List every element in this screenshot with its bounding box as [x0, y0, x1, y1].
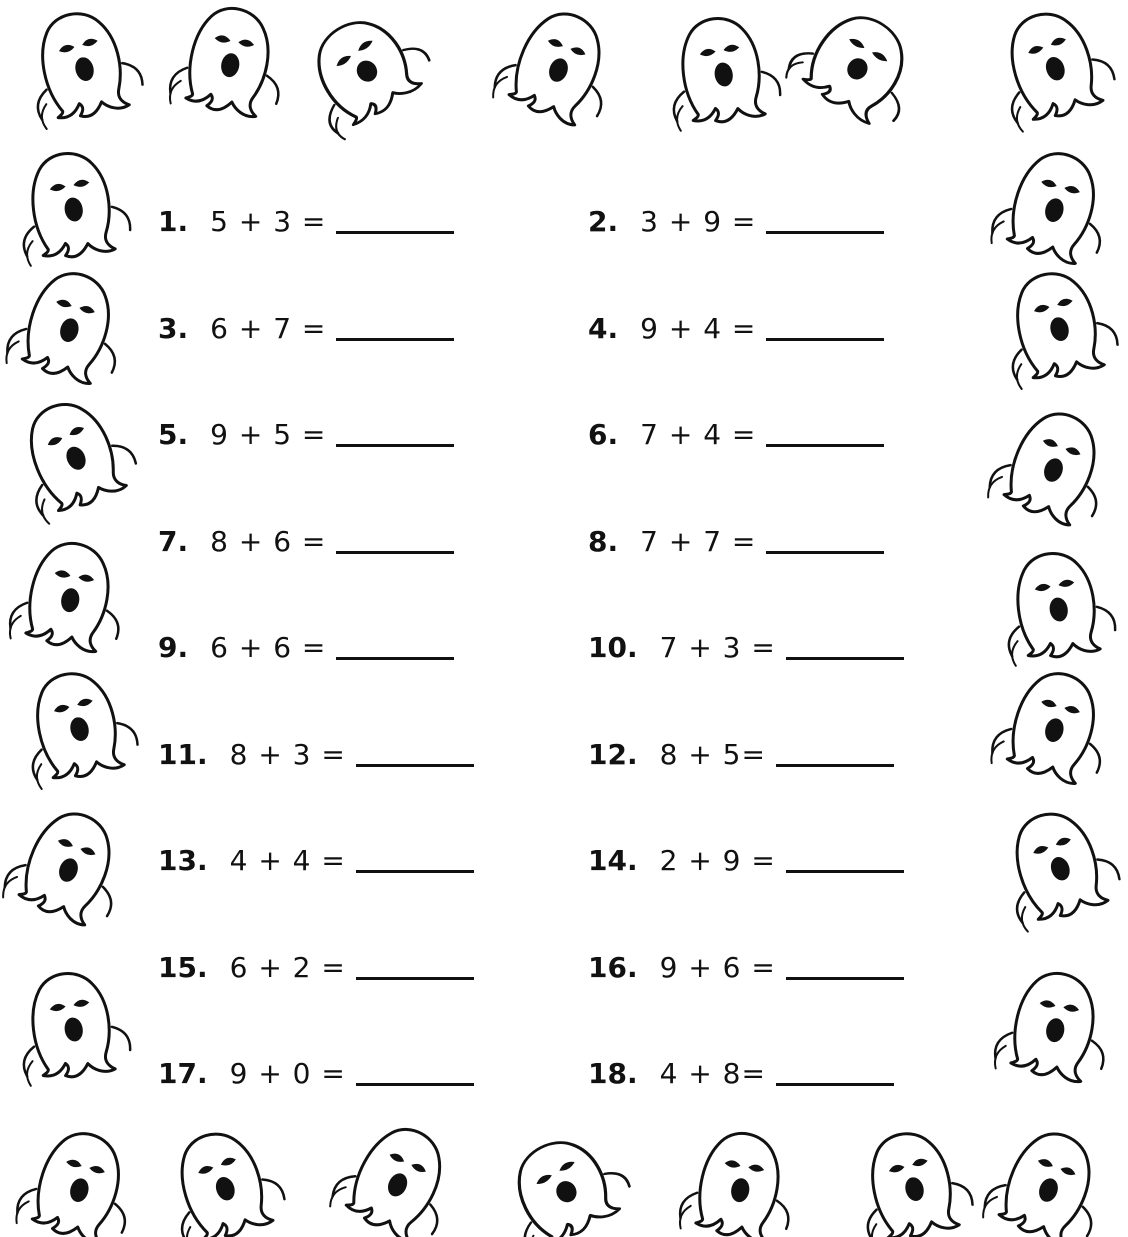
problem-expression: 2 + 9 =	[659, 844, 776, 877]
problem-expression: 4 + 8=	[659, 1057, 766, 1090]
problem-expression: 4 + 4 =	[229, 844, 346, 877]
ghost-border-right	[985, 141, 1126, 1087]
answer-blank[interactable]	[766, 551, 884, 554]
problem-item	[588, 1048, 894, 1088]
answer-blank[interactable]	[356, 1083, 474, 1086]
problem-number: 13.	[158, 844, 208, 877]
problem-number: 17.	[158, 1057, 208, 1090]
answer-blank[interactable]	[776, 764, 894, 767]
problem-number: 16.	[588, 951, 638, 984]
problem-item	[588, 835, 904, 875]
problem-number: 2.	[588, 205, 619, 238]
problem-expression: 9 + 5 =	[210, 418, 327, 451]
problem-number: 1.	[158, 205, 189, 238]
problem-expression: 9 + 4 =	[640, 312, 757, 345]
problem-item	[158, 622, 454, 662]
problem-number: 6.	[588, 418, 619, 451]
answer-blank[interactable]	[766, 338, 884, 341]
problem-expression: 7 + 3 =	[659, 631, 776, 664]
problem-expression: 8 + 5=	[659, 738, 766, 771]
answer-blank[interactable]	[786, 870, 904, 873]
problem-item	[588, 942, 904, 982]
answer-blank[interactable]	[356, 870, 474, 873]
problem-number: 3.	[158, 312, 189, 345]
problem-number: 8.	[588, 525, 619, 558]
problem-expression: 7 + 7 =	[640, 525, 757, 558]
problem-item	[158, 729, 474, 769]
problem-expression: 8 + 3 =	[229, 738, 346, 771]
problem-expression: 9 + 0 =	[229, 1057, 346, 1090]
answer-blank[interactable]	[356, 764, 474, 767]
problem-item	[158, 516, 454, 556]
problem-expression: 9 + 6 =	[659, 951, 776, 984]
problem-expression: 5 + 3 =	[210, 205, 327, 238]
problem-number: 18.	[588, 1057, 638, 1090]
problem-item	[158, 409, 454, 449]
problem-item	[588, 409, 884, 449]
answer-blank[interactable]	[336, 657, 454, 660]
problem-expression: 6 + 7 =	[210, 312, 327, 345]
problem-item	[158, 835, 474, 875]
problem-number: 15.	[158, 951, 208, 984]
answer-blank[interactable]	[786, 977, 904, 980]
problem-number: 14.	[588, 844, 638, 877]
answer-blank[interactable]	[776, 1083, 894, 1086]
answer-blank[interactable]	[356, 977, 474, 980]
ghost-border-top	[16, 0, 1121, 142]
answer-blank[interactable]	[336, 338, 454, 341]
problem-item	[158, 942, 474, 982]
problem-number: 4.	[588, 312, 619, 345]
problem-item	[158, 1048, 474, 1088]
problem-expression: 7 + 4 =	[640, 418, 757, 451]
problem-number: 9.	[158, 631, 189, 664]
problem-item	[588, 196, 884, 236]
problem-item	[588, 516, 884, 556]
ghost-border-bottom	[13, 1110, 1117, 1237]
answer-blank[interactable]	[336, 444, 454, 447]
problem-number: 7.	[158, 525, 189, 558]
problem-item	[588, 303, 884, 343]
problem-item	[588, 622, 904, 662]
problem-expression: 8 + 6 =	[210, 525, 327, 558]
problem-item	[158, 303, 454, 343]
answer-blank[interactable]	[336, 551, 454, 554]
problem-number: 5.	[158, 418, 189, 451]
answer-blank[interactable]	[786, 657, 904, 660]
problem-expression: 6 + 6 =	[210, 631, 327, 664]
problem-item	[158, 196, 454, 236]
answer-blank[interactable]	[766, 231, 884, 234]
problem-expression: 6 + 2 =	[229, 951, 346, 984]
answer-blank[interactable]	[766, 444, 884, 447]
problem-expression: 3 + 9 =	[640, 205, 757, 238]
ghost-border-left	[0, 145, 144, 1087]
answer-blank[interactable]	[336, 231, 454, 234]
problem-item	[588, 729, 894, 769]
problem-number: 12.	[588, 738, 638, 771]
problem-number: 11.	[158, 738, 208, 771]
problem-number: 10.	[588, 631, 638, 664]
